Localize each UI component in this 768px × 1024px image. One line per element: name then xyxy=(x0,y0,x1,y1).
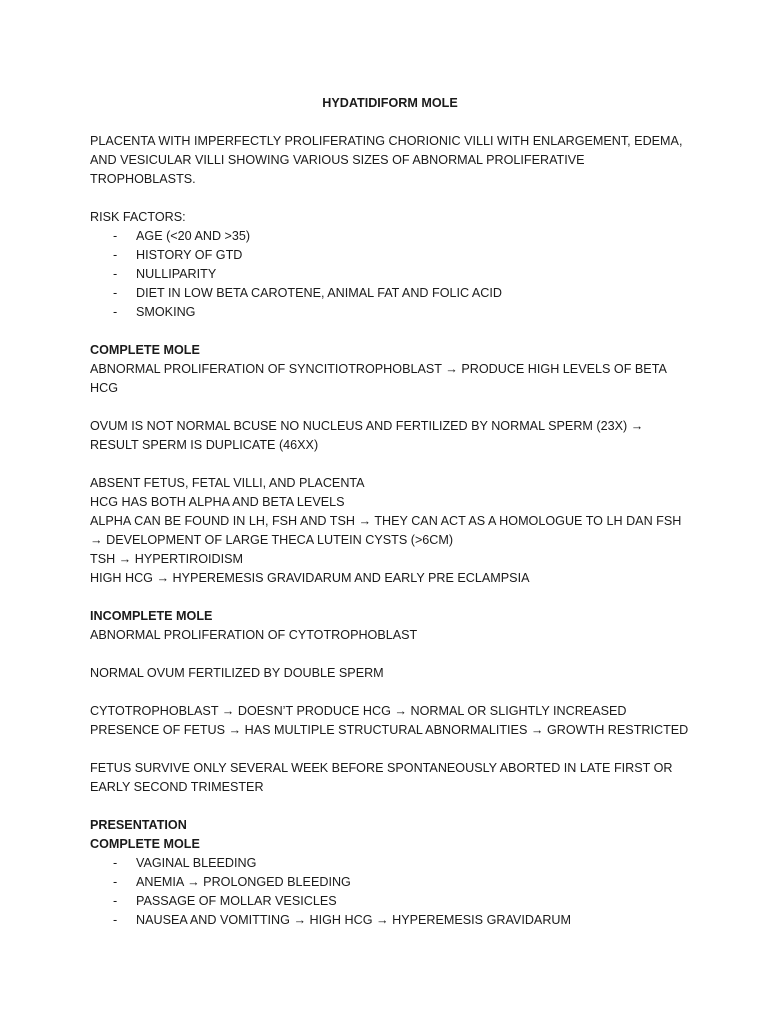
list-item-text: ANEMIA → PROLONGED BLEEDING xyxy=(136,875,351,889)
spacer xyxy=(90,398,690,417)
list-item xyxy=(90,303,690,322)
dash-bullet: - xyxy=(113,305,118,319)
spacer xyxy=(90,683,690,702)
complete-mole-line: HCG HAS BOTH ALPHA AND BETA LEVELS xyxy=(90,495,345,509)
dash-bullet: - xyxy=(113,267,118,281)
list-item-text: SMOKING xyxy=(136,305,196,319)
spacer xyxy=(90,740,690,759)
list-item-text: NAUSEA AND VOMITTING → HIGH HCG → HYPEREMESIS GRAVIDARUM xyxy=(136,913,572,927)
incomplete-mole-paragraph: FETUS SURVIVE ONLY SEVERAL WEEK BEFORE SPONTANEOUSLY ABORTED IN LATE FIRST OR EARLY SECOND TRIMESTER xyxy=(90,761,673,794)
document-body xyxy=(90,94,690,930)
incomplete-mole-line: PRESENCE OF FETUS → HAS MULTIPLE STRUCTURAL ABNORMALITIES → GROWTH RESTRICTED xyxy=(90,723,689,737)
dash-bullet: - xyxy=(113,248,118,262)
list-item-text: NULLIPARITY xyxy=(136,267,217,281)
list-item xyxy=(90,227,690,246)
incomplete-mole-paragraph: NORMAL OVUM FERTILIZED BY DOUBLE SPERM xyxy=(90,666,384,680)
dash-bullet: - xyxy=(113,856,118,870)
list-item xyxy=(90,873,690,892)
complete-mole-line: TSH → HYPERTIROIDISM xyxy=(90,552,244,566)
presentation-subheading: COMPLETE MOLE xyxy=(90,837,200,851)
incomplete-mole-heading: INCOMPLETE MOLE xyxy=(90,609,213,623)
risk-factors-heading: RISK FACTORS: xyxy=(90,210,186,224)
complete-mole-heading: COMPLETE MOLE xyxy=(90,343,200,357)
list-item xyxy=(90,892,690,911)
list-item xyxy=(90,284,690,303)
list-item xyxy=(90,854,690,873)
risk-factors-list xyxy=(90,227,690,322)
complete-mole-line: ABSENT FETUS, FETAL VILLI, AND PLACENTA xyxy=(90,476,365,490)
complete-mole-line: HIGH HCG → HYPEREMESIS GRAVIDARUM AND EARLY PRE ECLAMPSIA xyxy=(90,571,530,585)
presentation-list xyxy=(90,854,690,930)
list-item xyxy=(90,265,690,284)
complete-mole-line: ALPHA CAN BE FOUND IN LH, FSH AND TSH → THEY CAN ACT AS A HOMOLOGUE TO LH DAN FSH → DEVELOPMENT OF LARGE THECA LUTEIN CYSTS (>6CM) xyxy=(90,514,682,547)
dash-bullet: - xyxy=(113,875,118,889)
spacer xyxy=(90,588,690,607)
list-item-text: VAGINAL BLEEDING xyxy=(136,856,257,870)
list-item-text: HISTORY OF GTD xyxy=(136,248,243,262)
spacer xyxy=(90,455,690,474)
incomplete-mole-paragraph: ABNORMAL PROLIFERATION OF CYTOTROPHOBLAST xyxy=(90,628,418,642)
complete-mole-paragraph: OVUM IS NOT NORMAL BCUSE NO NUCLEUS AND FERTILIZED BY NORMAL SPERM (23X) → RESULT SPERM IS DUPLICATE (46XX) xyxy=(90,419,644,452)
spacer xyxy=(90,645,690,664)
dash-bullet: - xyxy=(113,229,118,243)
list-item-text: PASSAGE OF MOLLAR VESICLES xyxy=(136,894,337,908)
presentation-heading: PRESENTATION xyxy=(90,818,187,832)
incomplete-mole-line: CYTOTROPHOBLAST → DOESN’T PRODUCE HCG → NORMAL OR SLIGHTLY INCREASED xyxy=(90,704,627,718)
spacer xyxy=(90,797,690,816)
spacer xyxy=(90,322,690,341)
document-title: HYDATIDIFORM MOLE xyxy=(322,96,458,110)
dash-bullet: - xyxy=(113,894,118,908)
complete-mole-paragraph: ABNORMAL PROLIFERATION OF SYNCITIOTROPHOBLAST → PRODUCE HIGH LEVELS OF BETA HCG xyxy=(90,362,667,395)
dash-bullet: - xyxy=(113,913,118,927)
list-item xyxy=(90,246,690,265)
list-item-text: AGE (<20 AND >35) xyxy=(136,229,251,243)
spacer xyxy=(90,189,690,208)
dash-bullet: - xyxy=(113,286,118,300)
list-item-text: DIET IN LOW BETA CAROTENE, ANIMAL FAT AND FOLIC ACID xyxy=(136,286,502,300)
intro-paragraph: PLACENTA WITH IMPERFECTLY PROLIFERATING CHORIONIC VILLI WITH ENLARGEMENT, EDEMA, AND VESICULAR VILLI SHOWING VARIOUS SIZES OF ABNORMAL PROLIFERATIVE TROPHOBLASTS. xyxy=(90,134,683,186)
list-item xyxy=(90,911,690,930)
